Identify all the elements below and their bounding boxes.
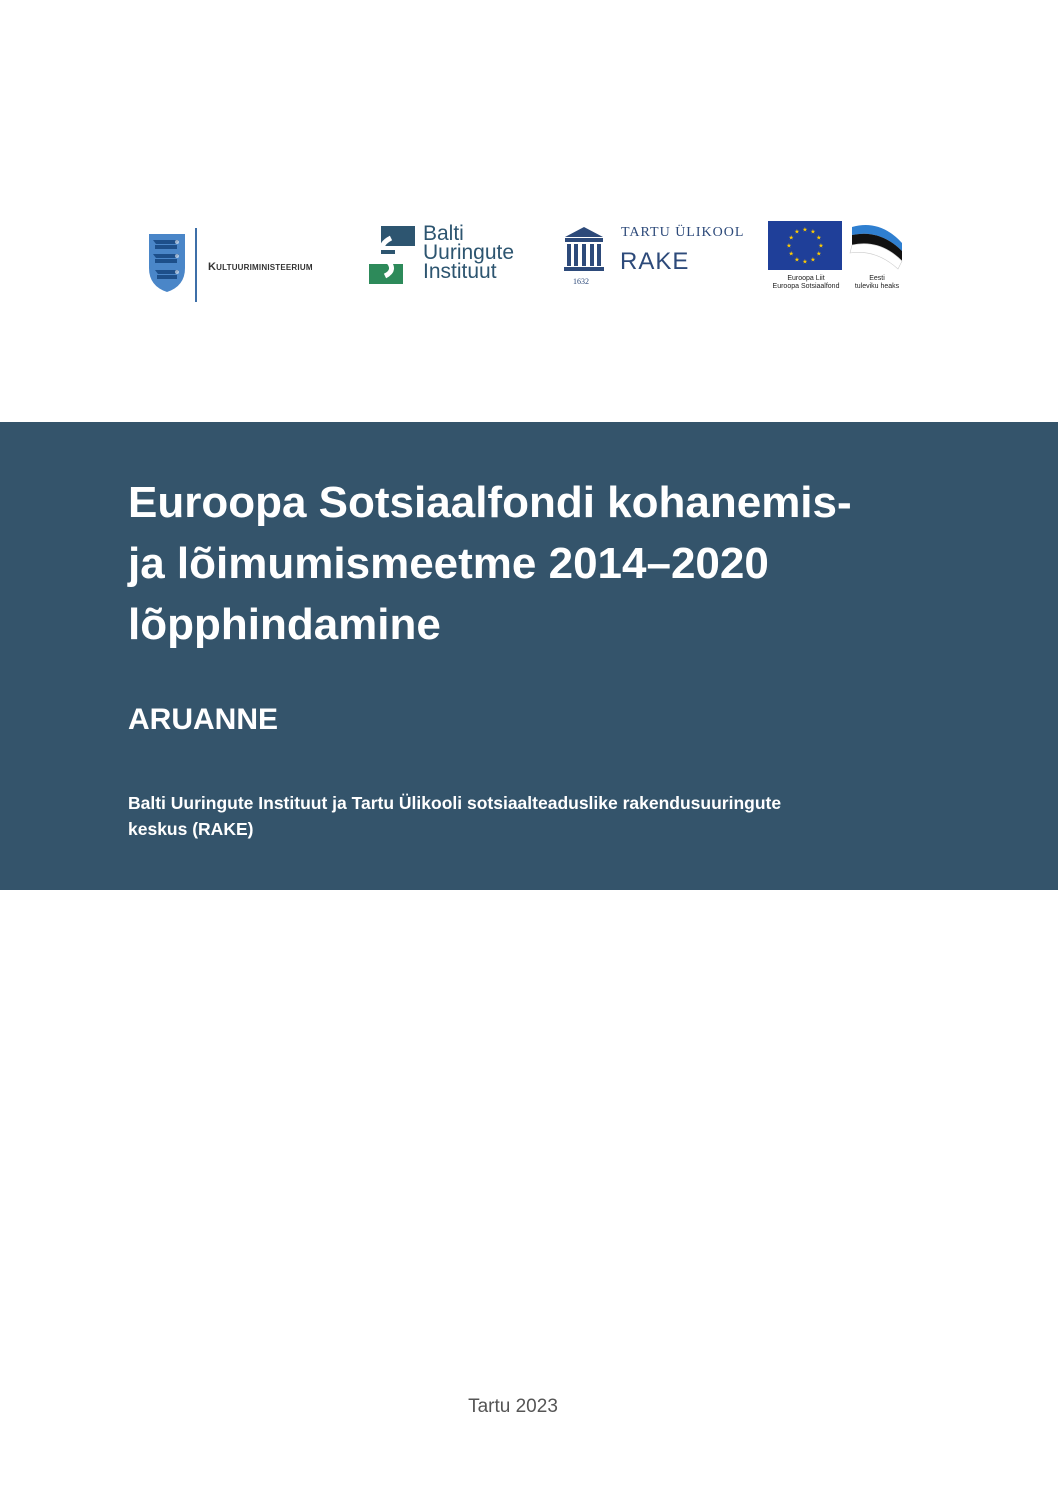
rake-name: RAKE <box>620 248 690 275</box>
title-band <box>0 422 1058 890</box>
bui-emblem-icon <box>367 224 417 286</box>
report-title-line: ja lõimumismeetme 2014–2020 <box>128 539 769 588</box>
eu-star: ★ <box>794 229 800 236</box>
eu-flag-icon <box>768 221 842 270</box>
estonian-flag-wave-icon <box>846 221 908 273</box>
eu-star: ★ <box>788 251 794 258</box>
bui-logo <box>367 222 542 292</box>
eu-stars <box>768 221 842 270</box>
eesti-tuleviku-heaks-logo <box>846 221 908 296</box>
eesti-caption-line: tuleviku heaks <box>854 283 900 290</box>
tartu-ulikool-year: 1632 <box>573 277 589 286</box>
place-and-year-text: Tartu 2023 <box>468 1396 558 1417</box>
eu-star: ★ <box>818 243 824 250</box>
bui-name-line: Balti <box>423 222 464 245</box>
eu-caption <box>768 275 844 291</box>
eesti-caption-line: Eesti <box>869 275 885 282</box>
estonian-coat-of-arms-icon <box>147 232 187 294</box>
eu-star: ★ <box>788 235 794 242</box>
tartu-ulikool-name: TARTU ÜLIKOOL <box>621 225 745 240</box>
bui-name-line: Instituut <box>423 260 497 283</box>
report-authors-line: keskus (RAKE) <box>128 819 254 839</box>
report-subtitle: ARUANNE <box>128 703 278 736</box>
logo-strip <box>0 216 1058 296</box>
eesti-caption <box>846 275 908 291</box>
logo-divider <box>195 228 197 302</box>
tartu-ulikool-rake-logo <box>563 222 753 292</box>
report-title <box>128 472 928 655</box>
report-title-line: Euroopa Sotsiaalfondi kohanemis- <box>128 478 852 527</box>
university-building-icon <box>563 225 605 277</box>
eu-star: ★ <box>816 235 822 242</box>
eu-star: ★ <box>786 243 792 250</box>
eu-caption-line: Euroopa Sotsiaalfond <box>772 283 840 290</box>
eu-star: ★ <box>810 229 816 236</box>
eu-logo <box>768 221 846 296</box>
report-title-line: lõpphindamine <box>128 600 441 649</box>
eu-star: ★ <box>794 257 800 264</box>
eu-star: ★ <box>816 251 822 258</box>
kultuuriministeerium-text: Kultuuriministeerium <box>208 261 313 273</box>
eu-star: ★ <box>810 257 816 264</box>
bui-name-line: Uuringute <box>423 241 515 264</box>
eu-star: ★ <box>802 259 808 266</box>
report-authors <box>128 790 928 842</box>
eu-star: ★ <box>802 227 808 234</box>
report-authors-line: Balti Uuringute Instituut ja Tartu Ülikooli sotsiaalteaduslike rakendusuuringute <box>128 793 782 813</box>
eu-caption-line: Euroopa Liit <box>787 275 825 282</box>
bui-name <box>423 224 514 281</box>
kultuuriministeerium-logo <box>147 228 342 296</box>
place-and-year <box>0 1396 1058 1418</box>
